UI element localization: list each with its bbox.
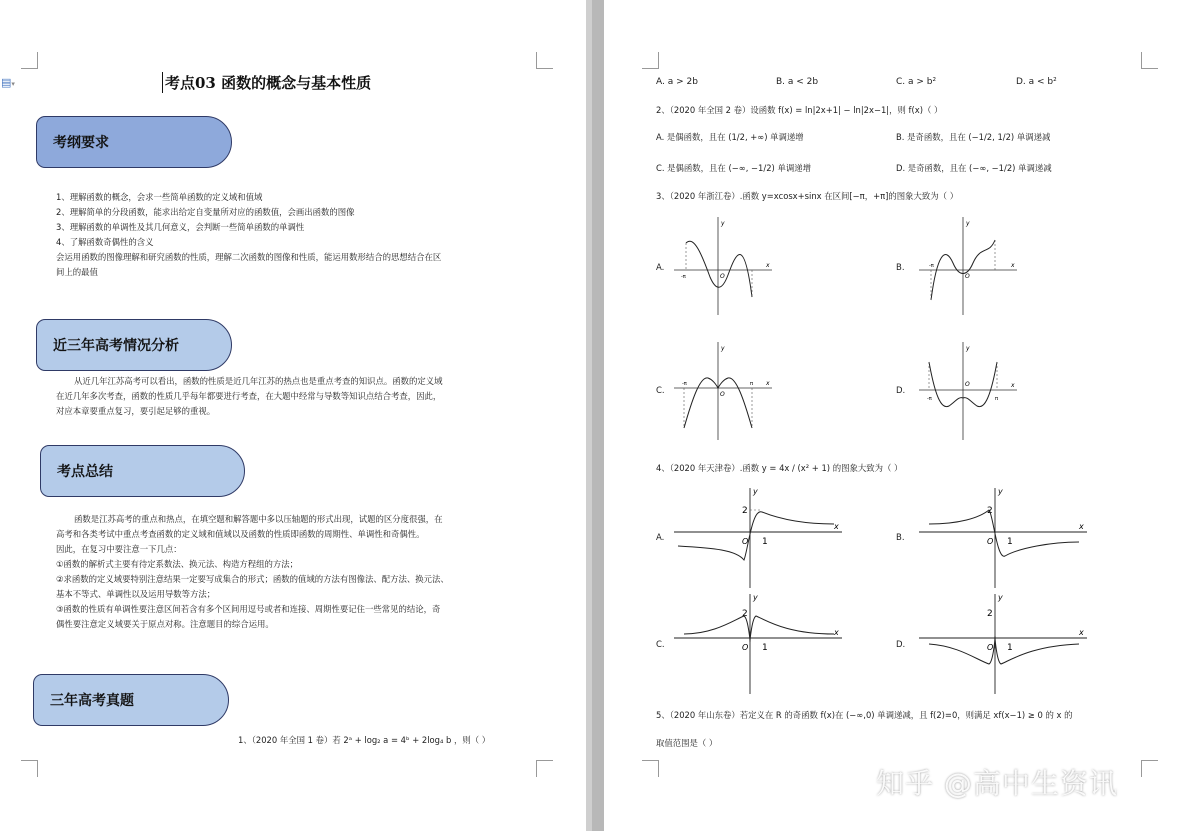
summary-line: ①函数的解析式主要有待定系数法、换元法、构造方程组的方法； [56, 559, 299, 569]
q2-option-d: D. 是奇函数，且在 (−∞, −1/2) 单调递减 [896, 163, 1052, 173]
q2-option-c: C. 是偶函数，且在 (−∞, −1/2) 单调递增 [656, 163, 811, 173]
left-page [0, 0, 586, 831]
q3-label-c: C. [656, 386, 665, 396]
origin-label: O [965, 273, 970, 280]
axis-x-label: x [766, 380, 770, 387]
tick-label: 2 [987, 609, 993, 619]
requirement-line: 4、了解函数奇偶性的含义 [56, 237, 154, 247]
q4-graph-a [674, 484, 844, 589]
requirement-line: 间上的最值 [56, 267, 98, 277]
crop-mark [21, 52, 38, 69]
crop-mark [536, 52, 553, 69]
section-heading-summary [40, 445, 245, 497]
tick-label: π [995, 396, 999, 402]
question-1: 1、（2020 年全国 1 卷）若 2ᵃ + log₂ a = 4ᵇ + 2log₄ b ，则（ ） [238, 735, 491, 745]
axis-x-label: x [834, 522, 839, 531]
q3-graph-a [674, 215, 774, 315]
q1-option-d: D. a < b² [1016, 77, 1057, 87]
section-heading-analysis [36, 319, 232, 371]
q1-option-a: A. a > 2b [656, 77, 698, 87]
origin-label: O [742, 537, 749, 546]
tick-label: 2 [742, 609, 748, 619]
requirement-line: 1、理解函数的概念，会求一些简单函数的定义域和值域 [56, 192, 263, 202]
summary-line: ②求函数的定义域要特别注意结果一定要写成集合的形式；函数的值域的方法有图像法、配方法、换元法、 [56, 574, 449, 584]
tick-label: -π [681, 274, 686, 280]
summary-line: 因此，在复习中要注意一下几点： [56, 544, 182, 554]
right-page [604, 0, 1191, 831]
section-heading-past-exams [33, 674, 229, 726]
analysis-line: 从近几年江苏高考可以看出，函数的性质是近几年江苏的热点也是重点考查的知识点。函数的定义域 [74, 376, 443, 386]
q2-option-b: B. 是奇函数，且在 (−1/2, 1/2) 单调递减 [896, 132, 1051, 142]
summary-line: ③函数的性质有单调性要注意区间若含有多个区间用逗号或者和连接、周期性要记住一些常见的结论，奇 [56, 604, 441, 614]
analysis-line: 在近几年多次考查，函数的性质几乎每年都要进行考查，在大题中经常与导数等知识点结合考查，因此， [56, 391, 442, 401]
q3-graph-d [919, 340, 1019, 440]
axis-x-label: x [1079, 522, 1084, 531]
origin-label: O [720, 273, 725, 280]
tick-label: -π [682, 381, 687, 387]
q2-option-a: A. 是偶函数，且在 (1/2, +∞) 单调递增 [656, 132, 804, 142]
axis-x-label: x [1011, 262, 1015, 269]
axis-y-label: y [998, 593, 1003, 602]
tick-label: -π [927, 396, 932, 402]
axis-x-label: x [834, 628, 839, 637]
crop-mark [536, 760, 553, 777]
axis-y-label: y [753, 593, 758, 602]
axis-x-label: x [1011, 382, 1015, 389]
question-4: 4、（2020 年天津卷）.函数 y = 4x / (x² + 1) 的图象大致为（ ） [656, 463, 903, 473]
axis-y-label: y [998, 487, 1003, 496]
summary-line: 高考和各类考试中重点考查函数的定义域和值域以及函数的性质即函数的周期性、单调性和奇偶性。 [56, 529, 425, 539]
tick-label: 1 [1007, 643, 1013, 653]
summary-line: 基本不等式、单调性以及运用导数等方法； [56, 589, 216, 599]
origin-label: O [742, 643, 749, 652]
crop-mark [1141, 52, 1158, 69]
q4-label-b: B. [896, 533, 905, 543]
axis-x-label: x [766, 262, 770, 269]
q3-label-a: A. [656, 263, 665, 273]
section-heading-label: 考纲要求 [53, 135, 109, 151]
analysis-line: 对应本章要重点复习，要引起足够的重视。 [56, 406, 216, 416]
page-gutter [586, 0, 592, 831]
axis-y-label: y [721, 345, 725, 352]
axis-x-label: x [1079, 628, 1084, 637]
q3-label-d: D. [896, 386, 906, 396]
page-title: 考点03 函数的概念与基本性质 [162, 72, 371, 93]
q3-graph-b [919, 215, 1019, 315]
summary-line: 偶性要注意定义域要关于原点对称。注意题目的综合运用。 [56, 619, 274, 629]
q4-label-c: C. [656, 640, 665, 650]
tick-label: 1 [762, 643, 768, 653]
q4-graph-c [674, 590, 844, 695]
q4-label-d: D. [896, 640, 906, 650]
section-heading-label: 近三年高考情况分析 [53, 338, 179, 354]
tick-label: 1 [762, 537, 768, 547]
question-5-continued: 取值范围是（ ） [656, 738, 718, 748]
crop-mark [21, 760, 38, 777]
axis-y-label: y [721, 220, 725, 227]
requirement-line: 2、理解简单的分段函数，能求出给定自变量所对应的函数值，会画出函数的图像 [56, 207, 355, 217]
question-2: 2、（2020 年全国 2 卷）设函数 f(x) = ln|2x+1| − ln|2x−1|，则 f(x)（ ） [656, 105, 943, 115]
axis-y-label: y [966, 220, 970, 227]
crop-mark [642, 760, 659, 777]
q1-option-b: B. a < 2b [776, 77, 819, 87]
section-heading-label: 三年高考真题 [50, 693, 134, 709]
requirement-line: 会运用函数的图像理解和研究函数的性质，理解二次函数的图像和性质，能运用数形结合的思想结合在区 [56, 252, 442, 262]
crop-mark [1141, 760, 1158, 777]
section-heading-requirements [36, 116, 232, 168]
axis-y-label: y [753, 487, 758, 496]
question-5: 5、（2020 年山东卷）若定义在 R 的奇函数 f(x)在 (−∞,0) 单调递减，且 f(2)=0，则满足 xf(x−1) ≥ 0 的 x 的 [656, 710, 1073, 720]
tick-label: -π [929, 263, 934, 269]
tick-label: 2 [742, 506, 748, 516]
q4-label-a: A. [656, 533, 665, 543]
axis-y-label: y [966, 345, 970, 352]
summary-line: 函数是江苏高考的重点和热点，在填空题和解答题中多以压轴题的形式出现，试题的区分度很强，在 [74, 514, 443, 524]
origin-label: O [720, 391, 725, 398]
question-3: 3、（2020 年浙江卷）.函数 y=xcosx+sinx 在区间[−π，+π]的图象大致为（ ） [656, 191, 959, 201]
requirements-list [56, 190, 546, 280]
origin-label: O [965, 381, 970, 388]
origin-label: O [987, 643, 994, 652]
document-icon[interactable]: ▤▾ [1, 76, 15, 89]
section-heading-label: 考点总结 [57, 464, 113, 480]
q1-option-c: C. a > b² [896, 77, 937, 87]
analysis-paragraph [56, 374, 546, 419]
q4-graph-b [919, 484, 1089, 589]
q3-label-b: B. [896, 263, 905, 273]
q4-graph-d [919, 590, 1089, 695]
summary-paragraph [56, 512, 546, 632]
origin-label: O [987, 537, 994, 546]
tick-label: 1 [1007, 537, 1013, 547]
tick-label: 2 [987, 506, 993, 516]
requirement-line: 3、理解函数的单调性及其几何意义，会判断一些简单函数的单调性 [56, 222, 305, 232]
q3-graph-c [674, 340, 774, 440]
crop-mark [642, 52, 659, 69]
watermark: 知乎 @高中生资讯 [876, 767, 1118, 800]
tick-label: π [750, 381, 754, 387]
